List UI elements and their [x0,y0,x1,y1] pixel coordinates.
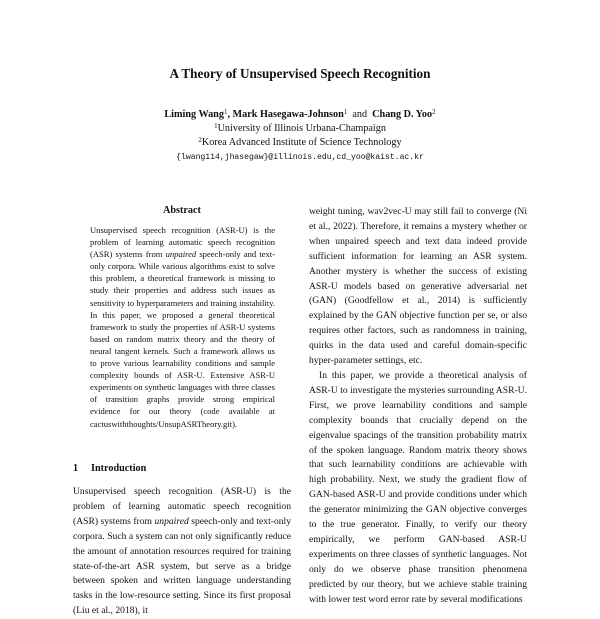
body-paragraph: In this paper, we provide a theoretical analysis of ASR-U to investigate the mysteries surrounding ASR-U. First, we prove learnability conditions and sample complexity bounds that crucially depend on the eigenvalue spacings of the transition probability matrix of the spoken language. Random matrix theory shows that such learnability conditions are achievable with high probability. Next, we study the gradient flow of GAN-based ASR-U and provide conditions under which the generator minimizing the GAN objective converges to the true generator. Finally, to verify our theory empirically, we perform GAN-based ASR-U experiments on three classes of synthetic languages. Not only do we observe phase transition phenomena predicted by our theory, but we achieve stable training with lower test word error rate by several modifications [309,369,527,605]
abstract-heading: Abstract [163,205,201,216]
author-name: Chang D. Yoo [372,109,433,120]
author-affiliation-mark: 1 [223,108,228,116]
intro-emphasis: unpaired [154,515,189,527]
author-separator: , [227,109,233,120]
author-name: Mark Hasegawa-Johnson [232,109,344,120]
intro-text-part: Unsupervised speech recognition (ASR-U) is the problem of learning automatic speech recognition (ASR) systems from [73,486,291,527]
affiliation [0,122,600,136]
section-title: Introduction [91,463,147,474]
body-paragraph: weight tuning, wav2vec-U may still fail to converge (Ni et al., 2022). Therefore, it remains a mystery whether or when unpaired speech and text data indeed provide sufficient information for learning an ASR system. Another mystery is whether the success of existing ASR-U models based on generative adversarial net (GAN) (Goodfellow et al., 2014) is sufficiently explained by the GAN objective function per se, or also requires other factors, such as randomness in training, quirks in the data used and careful domain-specific hyper-parameter settings, etc. [309,206,527,367]
abstract-emphasis: unpaired [165,249,197,260]
affiliation [0,136,600,150]
affiliation-number: 1 [214,122,218,130]
intro-text-part: speech-only and text-only corpora. Such a system can not only significantly reduce the amount of annotation resources required for training state-of-the-art ASR system, but serve as a bridge between spoken and written language understanding tasks in the low-resource setting. Since its first proposal (Liu et al., 2018), it [73,515,292,617]
author-email: {lwang114,jhasegaw}@illinois.edu,cd_yoo@kaist.ac.kr [176,153,424,162]
abstract-text-part: speech-only and text-only corpora. While various algorithms exist to solve this problem, a theoretical framework is missing to study their properties and address such issues as sensitivity to hyperparameters and training instability. In this paper, we proposed a general theoretical framework to study the properties of ASR-U systems based on random matrix theory and the theory of neural tangent kernels. Such a framework allows us to prove various learnability conditions and sample complexity bounds of ASR-U. Extensive ASR-U experiments on synthetic languages with three classes of transition graphs provide strong empirical evidence for our theory (code available at cactuswiththoughts/UnsupASRTheory.git). [90,249,276,429]
abstract-text [90,224,275,430]
author-block [0,108,600,165]
section-number: 1 [73,463,79,474]
author-name: Liming Wang [164,109,224,120]
author-and: and [352,109,368,120]
abstract-text-part: Unsupervised speech recognition (ASR-U) is the problem of learning automatic speech recognition (ASR) systems from [90,225,275,260]
right-column [309,205,527,607]
affiliation-text: University of Illinois Urbana-Champaign [217,123,386,134]
author-line [0,108,600,122]
author-affiliation-mark: 2 [432,108,436,116]
author-affiliation-mark: 1 [343,108,348,116]
affiliation-text: Korea Advanced Institute of Science Technology [201,137,402,148]
affiliation-number: 2 [198,136,202,144]
paper-title: A Theory of Unsupervised Speech Recognition [169,66,431,81]
section-heading-introduction [73,463,291,474]
introduction-paragraph [73,485,291,619]
